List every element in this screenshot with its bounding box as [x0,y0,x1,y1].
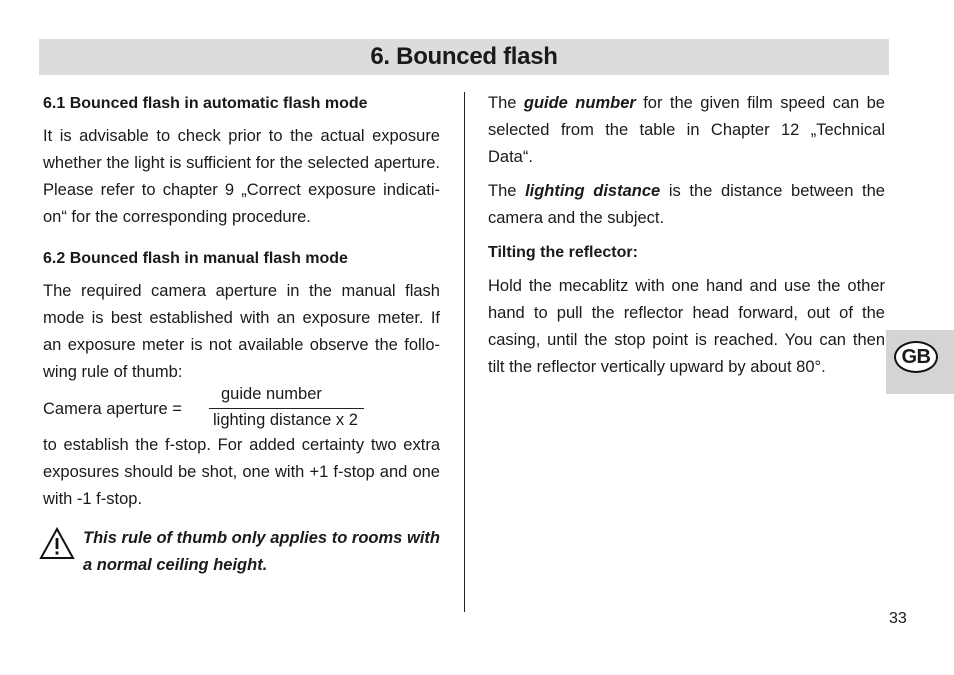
page-title: 6. Bounced flash [370,43,558,70]
section-6-1-text: It is advisable to check prior to the actual exposure whether the light is sufficient for the selected aperture. Please refer to chapter 9 „Correct exposure indicati- on“ for the corresponding procedure. [43,127,440,226]
tilting-heading: Tilting the reflector: [488,244,638,261]
tilting-text: Hold the mecablitz with one hand and use the other hand to pull the reflector head forward, out of the casing, until the stop point is reached. You can then tilt the reflector vertically upward by about 80°. [488,277,885,376]
lighting-distance-paragraph [488,178,885,232]
title-bar [39,39,889,75]
p1-post: for the given film speed can be selected from the table in Chapter 12 „Technical Data“. [488,94,885,166]
formula-lhs: Camera aperture = [43,400,182,418]
page-number: 33 [889,610,907,627]
p2-pre: The [488,182,526,200]
section-6-2-text-continued: to establish the f-stop. For added certainty two extra exposures should be shot, one with +1 f-stop and one with -1 f-stop. [43,436,440,508]
warning-note [43,525,440,579]
p1-pre: The [488,94,524,112]
section-6-2-heading: 6.2 Bounced flash in manual flash mode [43,250,348,267]
lighting-distance-term: lighting distance [525,182,661,200]
section-6-2-text: The required camera aperture in the manual flash mode is best established with an exposure meter. If an exposure meter is not available observe the follo- wing rule of thumb: [43,282,440,381]
right-column [488,90,885,381]
guide-number-paragraph [488,90,885,171]
section-6-1-heading: 6.1 Bounced flash in automatic flash mode [43,95,368,112]
warning-triangle-icon [39,527,75,561]
left-column [43,90,440,579]
column-divider [464,92,465,612]
p2-post: is the distance between the camera and the subject. [488,182,885,227]
guide-number-term: guide number [523,94,636,112]
formula-denominator: lighting distance x 2 [213,411,358,429]
formula-numerator: guide number [221,385,322,403]
aperture-formula [43,386,440,432]
warning-text: This rule of thumb only applies to rooms with a normal ceiling height. [83,529,440,574]
language-badge: GB [894,341,938,373]
